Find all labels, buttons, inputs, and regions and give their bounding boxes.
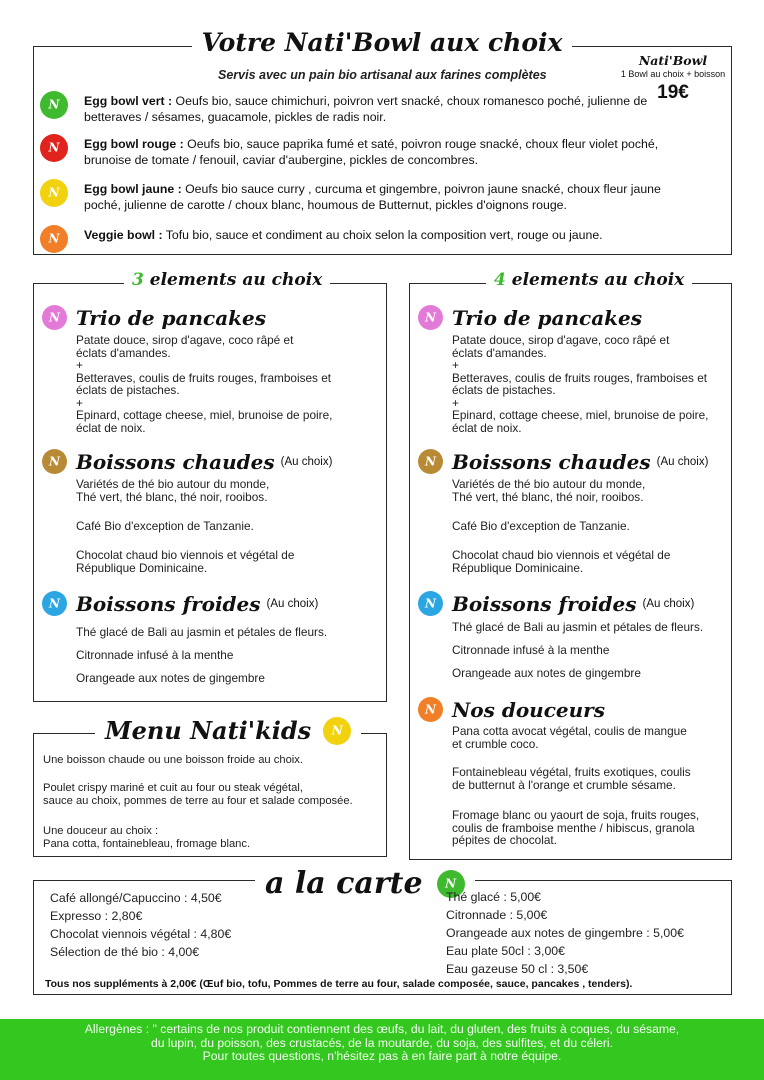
kids-title [95, 716, 361, 745]
orange-logo-icon [40, 225, 68, 253]
left-hot-text-c: Chocolat chaud bio viennois et végétal de République Dominicaine. [76, 548, 295, 575]
bowl-item-name: Egg bowl jaune : [84, 182, 182, 196]
left-pancakes-text: Patate douce, sirop d'agave, coco râpé et éclats d'amandes. + Betteraves, coulis de fruits rouges, framboises et éclats de pistaches. + Epinard, cottage cheese, miel, brunoise de poire, éclat de noix. [76, 333, 333, 435]
pancakes-title: Trio de pancakes [76, 305, 266, 330]
sweets-title: Nos douceurs [452, 697, 605, 722]
right-sweets-header [418, 697, 605, 722]
bowl-item-vert [40, 94, 700, 125]
right-hot-header [418, 449, 708, 474]
allergen-line: Allergènes : " certains de nos produit contiennent des œufs, du lait, du gluten, des fruits à coques, du sésame, [84, 1022, 680, 1036]
allergen-banner [0, 1019, 764, 1080]
blue-logo-icon [42, 591, 67, 616]
left-cold-text-a: Thé glacé de Bali au jasmin et pétales de fleurs. [76, 625, 328, 639]
cold-drinks-note: (Au choix) [266, 597, 319, 610]
kids-title-text: Menu Nati'kids [105, 716, 312, 745]
carte-item: Sélection de thé bio : 4,00€ [50, 945, 200, 959]
yellow-logo-icon [323, 717, 351, 745]
bowl-item-rouge [40, 137, 700, 168]
carte-item: Chocolat viennois végétal : 4,80€ [50, 927, 232, 941]
hot-drinks-note: (Au choix) [656, 455, 709, 468]
right-heading: 4 elements au choix [486, 270, 692, 290]
carte-item: Eau plate 50cl : 3,00€ [446, 944, 565, 958]
bowl-item-desc: Tofu bio, sauce et condiment au choix selon la composition vert, rouge ou jaune. [162, 228, 603, 242]
bowl-item-name: Egg bowl rouge : [84, 137, 184, 151]
pancakes-title: Trio de pancakes [452, 305, 642, 330]
blue-logo-icon [418, 591, 443, 616]
green-logo-icon [40, 91, 68, 119]
right-sweets-text-a: Pana cotta avocat végétal, coulis de mangue et crumble coco. [452, 724, 687, 751]
bowl-item-name: Egg bowl vert : [84, 94, 173, 108]
right-hot-text-c: Chocolat chaud bio viennois et végétal de République Dominicaine. [452, 548, 671, 575]
kids-line-1: Une boisson chaude ou une boisson froide au choix. [43, 754, 303, 766]
brown-logo-icon [418, 449, 443, 474]
bowl-item-name: Veggie bowl : [84, 228, 163, 242]
left-cold-text-b: Citronnade infusé à la menthe [76, 648, 234, 662]
hot-drinks-title: Boissons chaudes [76, 449, 275, 474]
cold-drinks-note: (Au choix) [642, 597, 695, 610]
carte-item: Café allongé/Capuccino : 4,50€ [50, 891, 222, 905]
orange-logo-icon [418, 697, 443, 722]
pink-logo-icon [418, 305, 443, 330]
bowl-title: Votre Nati'Bowl aux choix [0, 28, 764, 57]
right-pancakes-header [418, 305, 642, 330]
bowl-item-desc: Oeufs bio, sauce paprika fumé et saté, poivron rouge snacké, choux fleur violet poché, brunoise de tomate / fenouil, caviar d'aubergine, pickles de concombres. [84, 137, 659, 167]
cold-drinks-title: Boissons froides [76, 591, 261, 616]
left-hot-header [42, 449, 332, 474]
brown-logo-icon [42, 449, 67, 474]
cold-drinks-title: Boissons froides [452, 591, 637, 616]
carte-item: Thé glacé : 5,00€ [446, 890, 542, 904]
pink-logo-icon [42, 305, 67, 330]
bowl-item-veggie [40, 228, 700, 253]
right-cold-text-a: Thé glacé de Bali au jasmin et pétales de fleurs. [452, 620, 704, 634]
left-pancakes-header [42, 305, 266, 330]
kids-line-3: Une douceur au choix : Pana cotta, fontainebleau, fromage blanc. [43, 825, 251, 850]
left-hot-text-b: Café Bio d'exception de Tanzanie. [76, 519, 254, 533]
hot-drinks-title: Boissons chaudes [452, 449, 651, 474]
allergen-line: Pour toutes questions, n'hésitez pas à en faire part à notre équipe. [202, 1049, 562, 1064]
right-hot-text-b: Café Bio d'exception de Tanzanie. [452, 519, 630, 533]
kids-line-2: Poulet crispy mariné et cuit au four ou steak végétal, sauce au choix, pommes de terre au four et salade composée. [43, 782, 353, 807]
right-hot-text-a: Variétés de thé bio autour du monde, Thé vert, thé blanc, thé noir, rooibos. [452, 477, 646, 504]
carte-item: Eau gazeuse 50 cl : 3,50€ [446, 962, 589, 976]
left-cold-header [42, 591, 318, 616]
carte-item: Citronnade : 5,00€ [446, 908, 548, 922]
right-cold-header [418, 591, 694, 616]
right-pancakes-text: Patate douce, sirop d'agave, coco râpé et éclats d'amandes. + Betteraves, coulis de fruits rouges, framboises et éclats de pistaches. + Epinard, cottage cheese, miel, brunoise de poire, éclat de noix. [452, 333, 709, 435]
red-logo-icon [40, 134, 68, 162]
carte-item: Expresso : 2,80€ [50, 909, 143, 923]
allergen-line: du lupin, du poisson, des crustacés, de la moutarde, du soja, des sulfites, et du céleri. [150, 1035, 614, 1050]
right-cold-text-c: Orangeade aux notes de gingembre [452, 666, 641, 680]
bowl-item-jaune [40, 182, 700, 213]
carte-item: Orangeade aux notes de gingembre : 5,00€ [446, 926, 684, 940]
left-hot-text-a: Variétés de thé bio autour du monde, Thé vert, thé blanc, thé noir, rooibos. [76, 477, 270, 504]
right-cold-text-b: Citronnade infusé à la menthe [452, 643, 610, 657]
hot-drinks-note: (Au choix) [280, 455, 333, 468]
supplements-note: Tous nos suppléments à 2,00€ (Œuf bio, tofu, Pommes de terre au four, salade composée, sauce, pancakes , tenders). [45, 978, 633, 990]
price-value: 19€ [657, 82, 689, 103]
bowl-item-desc: Oeufs bio sauce curry , curcuma et gingembre, poivron jaune snacké, choux fleur jaune poché, julienne de carotte / choux blanc, houmous de Butternut, pickles d'oignons rouge. [84, 182, 661, 212]
carte-title [255, 866, 475, 901]
bowl-subtitle: Servis avec un pain bio artisanal aux farines complètes [218, 68, 547, 82]
bowl-item-desc: Oeufs bio, sauce chimichuri, poivron vert snacké, choux romanesco poché, julienne de betteraves / sésames, guacamole, pickles de radis noir. [84, 94, 648, 124]
price-description: 1 Bowl au choix + boisson [620, 69, 726, 79]
price-name: Nati'Bowl [638, 53, 708, 68]
right-sweets-text-c: Fromage blanc ou yaourt de soja, fruits rouges, coulis de framboise menthe / hibiscus, granola pépites de chocolat. [452, 808, 700, 847]
right-sweets-text-b: Fontainebleau végétal, fruits exotiques, coulis de butternut à l'orange et crumble sésame. [452, 765, 691, 792]
left-heading: 3 elements au choix [124, 270, 330, 290]
yellow-logo-icon [40, 179, 68, 207]
carte-title-text: a la carte [265, 866, 423, 901]
left-cold-text-c: Orangeade aux notes de gingembre [76, 671, 265, 685]
